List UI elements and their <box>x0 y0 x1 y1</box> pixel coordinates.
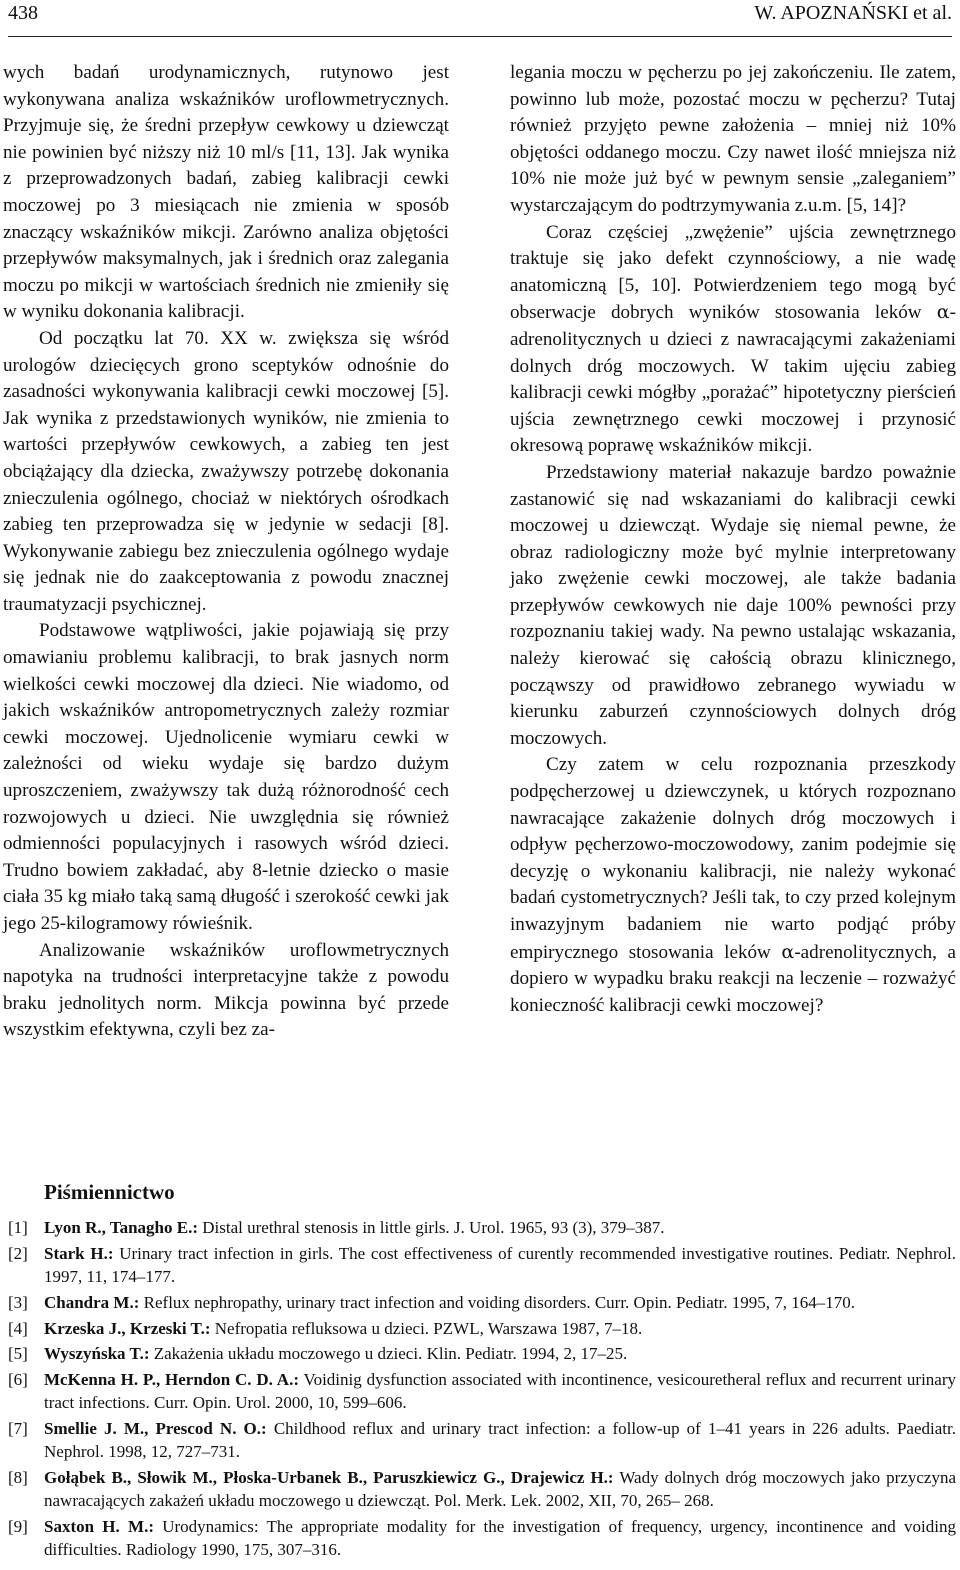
reference-authors: Wyszyńska T.: <box>44 1344 150 1364</box>
reference-authors: Smellie J. M., Prescod N. O.: <box>44 1419 267 1439</box>
text-run: -adrenolitycznych u dzieci z nawracającymi zakażeniami dolnych dróg moczowych. W takim ujęciu zabieg kalibracji cewki mógłby „porażać” hipotetyczny pierścień ujścia zewnętrznego cewki moczowej i przynosić okresową poprawę wskaźników mikcji. <box>510 302 956 457</box>
paragraph: legania moczu w pęcherzu po jej zakończeniu. Ile zatem, powinno lub może, pozostać moczu w pęcherzu? Tutaj również przyjęto pewne założenia – mniej niż 10% objętości oddanego moczu. Czy nawet ilość mniejsza niż 10% nie może już być w pewnym sensie „zaleganiem” wystarczającym do podtrzymywania z.u.m. [5, 14]? <box>510 62 956 216</box>
reference-item <box>8 1242 956 1288</box>
paragraph: Przedstawiony materiał nakazuje bardzo poważnie zastanowić się nad wskazaniami do kalibracji cewki moczowej u dziewcząt. Wydaje się niemal pewne, że obraz radiologiczny może być mylnie interpretowany jako zwężenie cewki moczowej, ale także badania przepływów cewkowych nie daje 100% pewności przy rozpoznaniu takiej wady. Na pewno ustalając wskazania, należy kierować się całością obrazu klinicznego, począwszy od prawidłowo zebranego wywiadu w kierunku zaburzeń czynnościowych dolnych dróg moczowych. <box>510 461 956 749</box>
running-head: W. APOZNAŃSKI et al. <box>754 2 952 24</box>
reference-text: Urodynamics: The appropriate modality for the investigation of frequency, urgency, incontinence and voiding difficulties. Radiology 1990, 175, 307–316. <box>44 1517 956 1560</box>
reference-text: Wady dolnych dróg moczowych jako przyczyna nawracających zakażeń układu moczowego u dziewcząt. Pol. Merk. Lek. 2002, XII, 70, 265– 268. <box>44 1468 956 1511</box>
page-number: 438 <box>8 2 38 24</box>
reference-item <box>8 1317 956 1340</box>
paragraph <box>510 220 956 460</box>
reference-text: Voidinig dysfunction associated with incontinence, vesicouretheral reflux and recurrent urinary tract infections. Curr. Opin. Urol. 2000, 10, 599–606. <box>44 1370 957 1413</box>
paragraph: Analizowanie wskaźników uroflowmetrycznych napotyka na trudności interpretacyjne także z powodu braku jednolitych norm. Mikcja powinna być przede wszystkim efektywna, czyli bez za- <box>3 939 449 1041</box>
left-column <box>3 60 449 1044</box>
reference-authors: Krzeska J., Krzeski T.: <box>44 1318 211 1338</box>
reference-authors: Stark H.: <box>44 1243 114 1263</box>
reference-number: [5] <box>8 1344 28 1364</box>
reference-authors: Saxton H. M.: <box>44 1517 154 1537</box>
references-title: Piśmiennictwo <box>44 1180 175 1204</box>
reference-number: [4] <box>8 1318 28 1338</box>
reference-text: Reflux nephropathy, urinary tract infection and voiding disorders. Curr. Opin. Pediatr. 1995, 7, 164–170. <box>139 1292 856 1312</box>
reference-number: [8] <box>8 1468 28 1488</box>
paragraph <box>510 752 956 1019</box>
right-column <box>510 60 956 1019</box>
paragraph: Od początku lat 70. XX w. zwiększa się wśród urologów dziecięcych grono sceptyków odnośnie do zasadności wykonywania kalibracji cewki moczowej [5]. Jak wynika z przedstawionych wyników, nie zmienia to wartości przepływów cewkowych, a zabieg ten jest obciążający dla dziecka, zważywszy potrzebę dokonania znieczulenia ogólnego, chociaż w niektórych ośrodkach zabieg ten przeprowadza się w jedynie w sedacji [8]. Wykonywanie zabiegu bez znieczulenia ogólnego wydaje się jednak nie do zaakceptowania z powodu znacznej traumatyzacji psychicznej. <box>3 327 449 615</box>
reference-number: [3] <box>8 1292 28 1312</box>
reference-item <box>8 1515 956 1561</box>
reference-number: [9] <box>8 1517 28 1537</box>
reference-authors: Chandra M.: <box>44 1292 140 1312</box>
reference-item <box>8 1368 956 1414</box>
reference-authors: Lyon R., Tanagho E.: <box>44 1218 199 1237</box>
reference-item <box>8 1466 956 1512</box>
reference-text: Distal urethral stenosis in little girls. J. Urol. 1965, 93 (3), 379–387. <box>198 1218 665 1237</box>
reference-text: Nefropatia refluksowa u dzieci. PZWL, Warszawa 1987, 7–18. <box>210 1318 643 1338</box>
text-run: -adrenolitycznych, a dopiero w wypadku braku reakcji na leczenie – rozważyć konieczność kalibracji cewki moczowej? <box>510 941 956 1016</box>
reference-text: Childhood reflux and urinary tract infection: a follow-up of 1–41 years in 226 adults. Paediatr. Nephrol. 1998, 12, 727–731. <box>44 1419 956 1462</box>
reference-number: [7] <box>8 1419 28 1439</box>
reference-item <box>8 1342 956 1365</box>
reference-item <box>8 1417 956 1463</box>
paragraph: wych badań urodynamicznych, rutynowo jest wykonywana analiza wskaźników uroflowmetrycznych. Przyjmuje się, że średni przepływ cewkowy u dziewcząt nie powinien być niższy niż 10 ml/s [11, 13]. Jak wynika z przeprowadzonych badań, zabieg kalibracji cewki moczowej po 3 miesiącach nie zmienia w sposób znaczący wskaźników mikcji. Zarówno analiza objętości przepływów maksymalnych, jak i średnich oraz zalegania moczu po mikcji w wartościach średnich nie zmieniły się w wyniku dokonania kalibracji. <box>3 62 449 323</box>
reference-item <box>8 1291 956 1314</box>
reference-number: [6] <box>8 1370 28 1390</box>
text-run: Czy zatem w celu rozpoznania przeszkody podpęcherzowej u dziewczynek, u których rozpoznano nawracające zakażenie dolnych dróg moczowych i odpływ pęcherzowo-moczowodowy, zanim podejmie się decyzję o wykonaniu kalibracji, nie należy wykonać badań cystometrycznych? Jeśli tak, to czy przed kolejnym inwazyjnym badaniem nie warto podjąć próby empirycznego stosowania leków <box>510 754 956 963</box>
alpha-symbol: α <box>781 939 795 963</box>
reference-text: Urinary tract infection in girls. The cost effectiveness of curently recommended investigative routines. Pediatr. Nephrol. 1997, 11, 174–177. <box>44 1243 956 1286</box>
reference-authors: Gołąbek B., Słowik M., Płoska-Urbanek B., Paruszkiewicz G., Drajewicz H.: <box>44 1468 614 1488</box>
reference-text: Zakażenia układu moczowego u dzieci. Klin. Pediatr. 1994, 2, 17–25. <box>149 1344 628 1364</box>
alpha-symbol: α <box>936 300 950 324</box>
reference-authors: McKenna H. P., Herndon C. D. A.: <box>44 1370 299 1390</box>
text-run: Coraz częściej „zwężenie” ujścia zewnętrznego traktuje się jako defekt czynnościowy, a nie wadę anatomiczną [5, 10]. Potwierdzeniem tego mogą być obserwacje dobrych wyników stosowania leków <box>510 221 956 324</box>
paragraph: Podstawowe wątpliwości, jakie pojawiają się przy omawianiu problemu kalibracji, to brak jasnych norm wielkości cewki moczowej dla dzieci. Nie wiadomo, od jakich wskaźników antropometrycznych zależy rozmiar cewki moczowej. Ujednolicenie wymiaru cewki w zależności od wieku wydaje się bardzo dużym uproszczeniem, zważywszy tak dużą różnorodność cech rozwojowych u dzieci. Nie uwzględnia się również odmienności populacyjnych i rasowych wśród dzieci. Trudno bowiem zakładać, aby 8-letnie dziecko o masie ciała 35 kg miało taką samą długość i szerokość cewki jak jego 25-kilogramowy rówieśnik. <box>3 620 449 934</box>
reference-number: [2] <box>8 1243 28 1263</box>
reference-number: [1] <box>8 1218 28 1237</box>
page-header <box>8 0 952 37</box>
reference-list <box>8 1216 956 1564</box>
reference-item <box>8 1216 956 1239</box>
